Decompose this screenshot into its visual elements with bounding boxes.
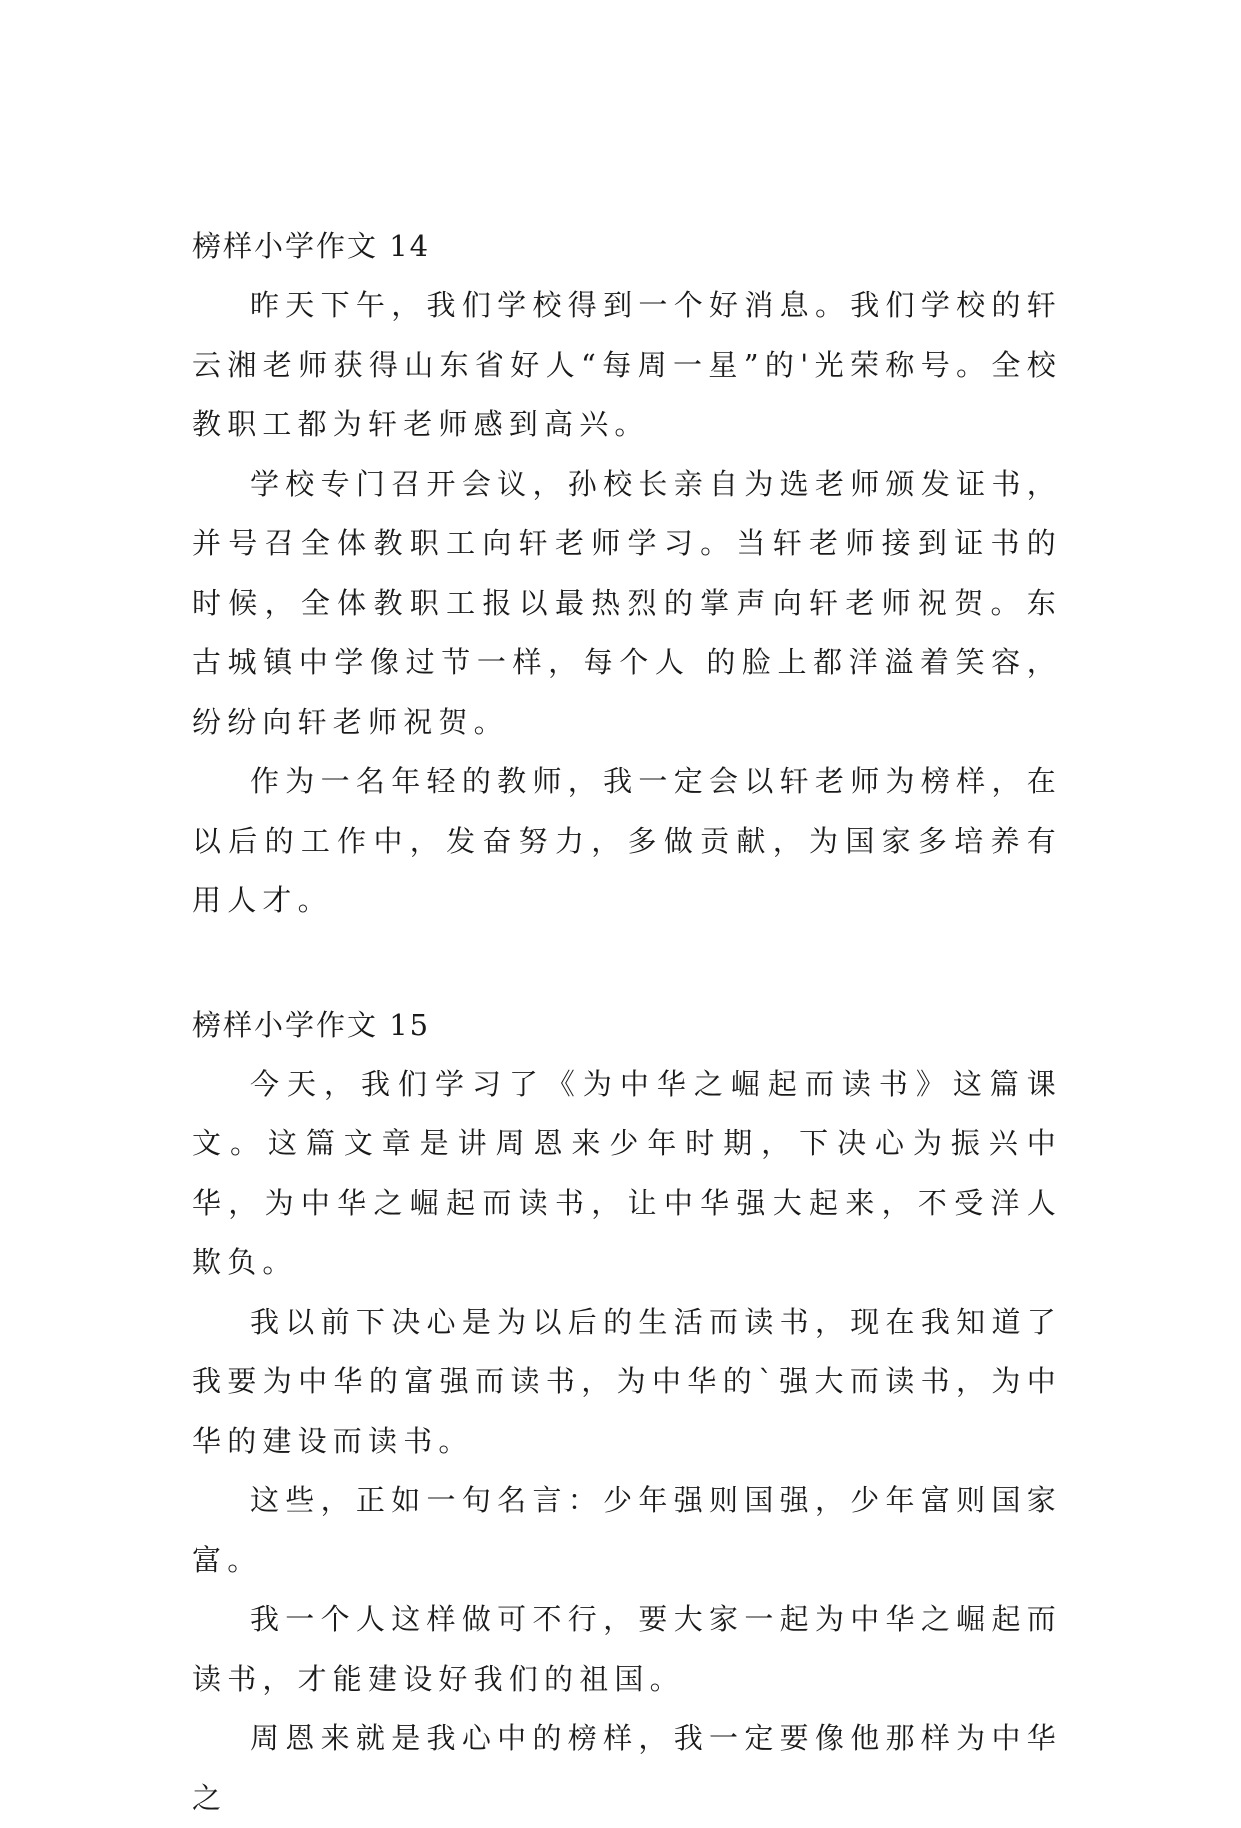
essay-14	[192, 216, 1062, 931]
paragraph: 我一个人这样做可不行，要大家一起为中华之崛起而读书，才能建设好我们的祖国。	[192, 1590, 1062, 1709]
paragraph: 这些，正如一句名言：少年强则国强，少年富则国家富。	[192, 1471, 1062, 1590]
paragraph: 昨天下午，我们学校得到一个好消息。我们学校的轩云湘老师获得山东省好人“每周一星”的'光荣称号。全校教职工都为轩老师感到高兴。	[192, 276, 1062, 455]
essay-title: 榜样小学作文 15	[192, 995, 1062, 1055]
paragraph: 我以前下决心是为以后的生活而读书，现在我知道了我要为中华的富强而读书，为中华的`强大而读书，为中华的建设而读书。	[192, 1293, 1062, 1472]
paragraph: 今天，我们学习了《为中华之崛起而读书》这篇课文。这篇文章是讲周恩来少年时期，下决心为振兴中华，为中华之崛起而读书，让中华强大起来，不受洋人欺负。	[192, 1055, 1062, 1293]
document-page	[192, 216, 1062, 1828]
paragraph: 学校专门召开会议，孙校长亲自为选老师颁发证书，并号召全体教职工向轩老师学习。当轩老师接到证书的时候，全体教职工报以最热烈的掌声向轩老师祝贺。东古城镇中学像过节一样，每个人 的脸上都洋溢着笑容，纷纷向轩老师祝贺。	[192, 455, 1062, 753]
paragraph: 周恩来就是我心中的榜样，我一定要像他那样为中华之	[192, 1709, 1062, 1828]
essay-15	[192, 995, 1062, 1828]
paragraph: 作为一名年轻的教师，我一定会以轩老师为榜样，在以后的工作中，发奋努力，多做贡献，为国家多培养有用人才。	[192, 752, 1062, 931]
essay-title: 榜样小学作文 14	[192, 216, 1062, 276]
